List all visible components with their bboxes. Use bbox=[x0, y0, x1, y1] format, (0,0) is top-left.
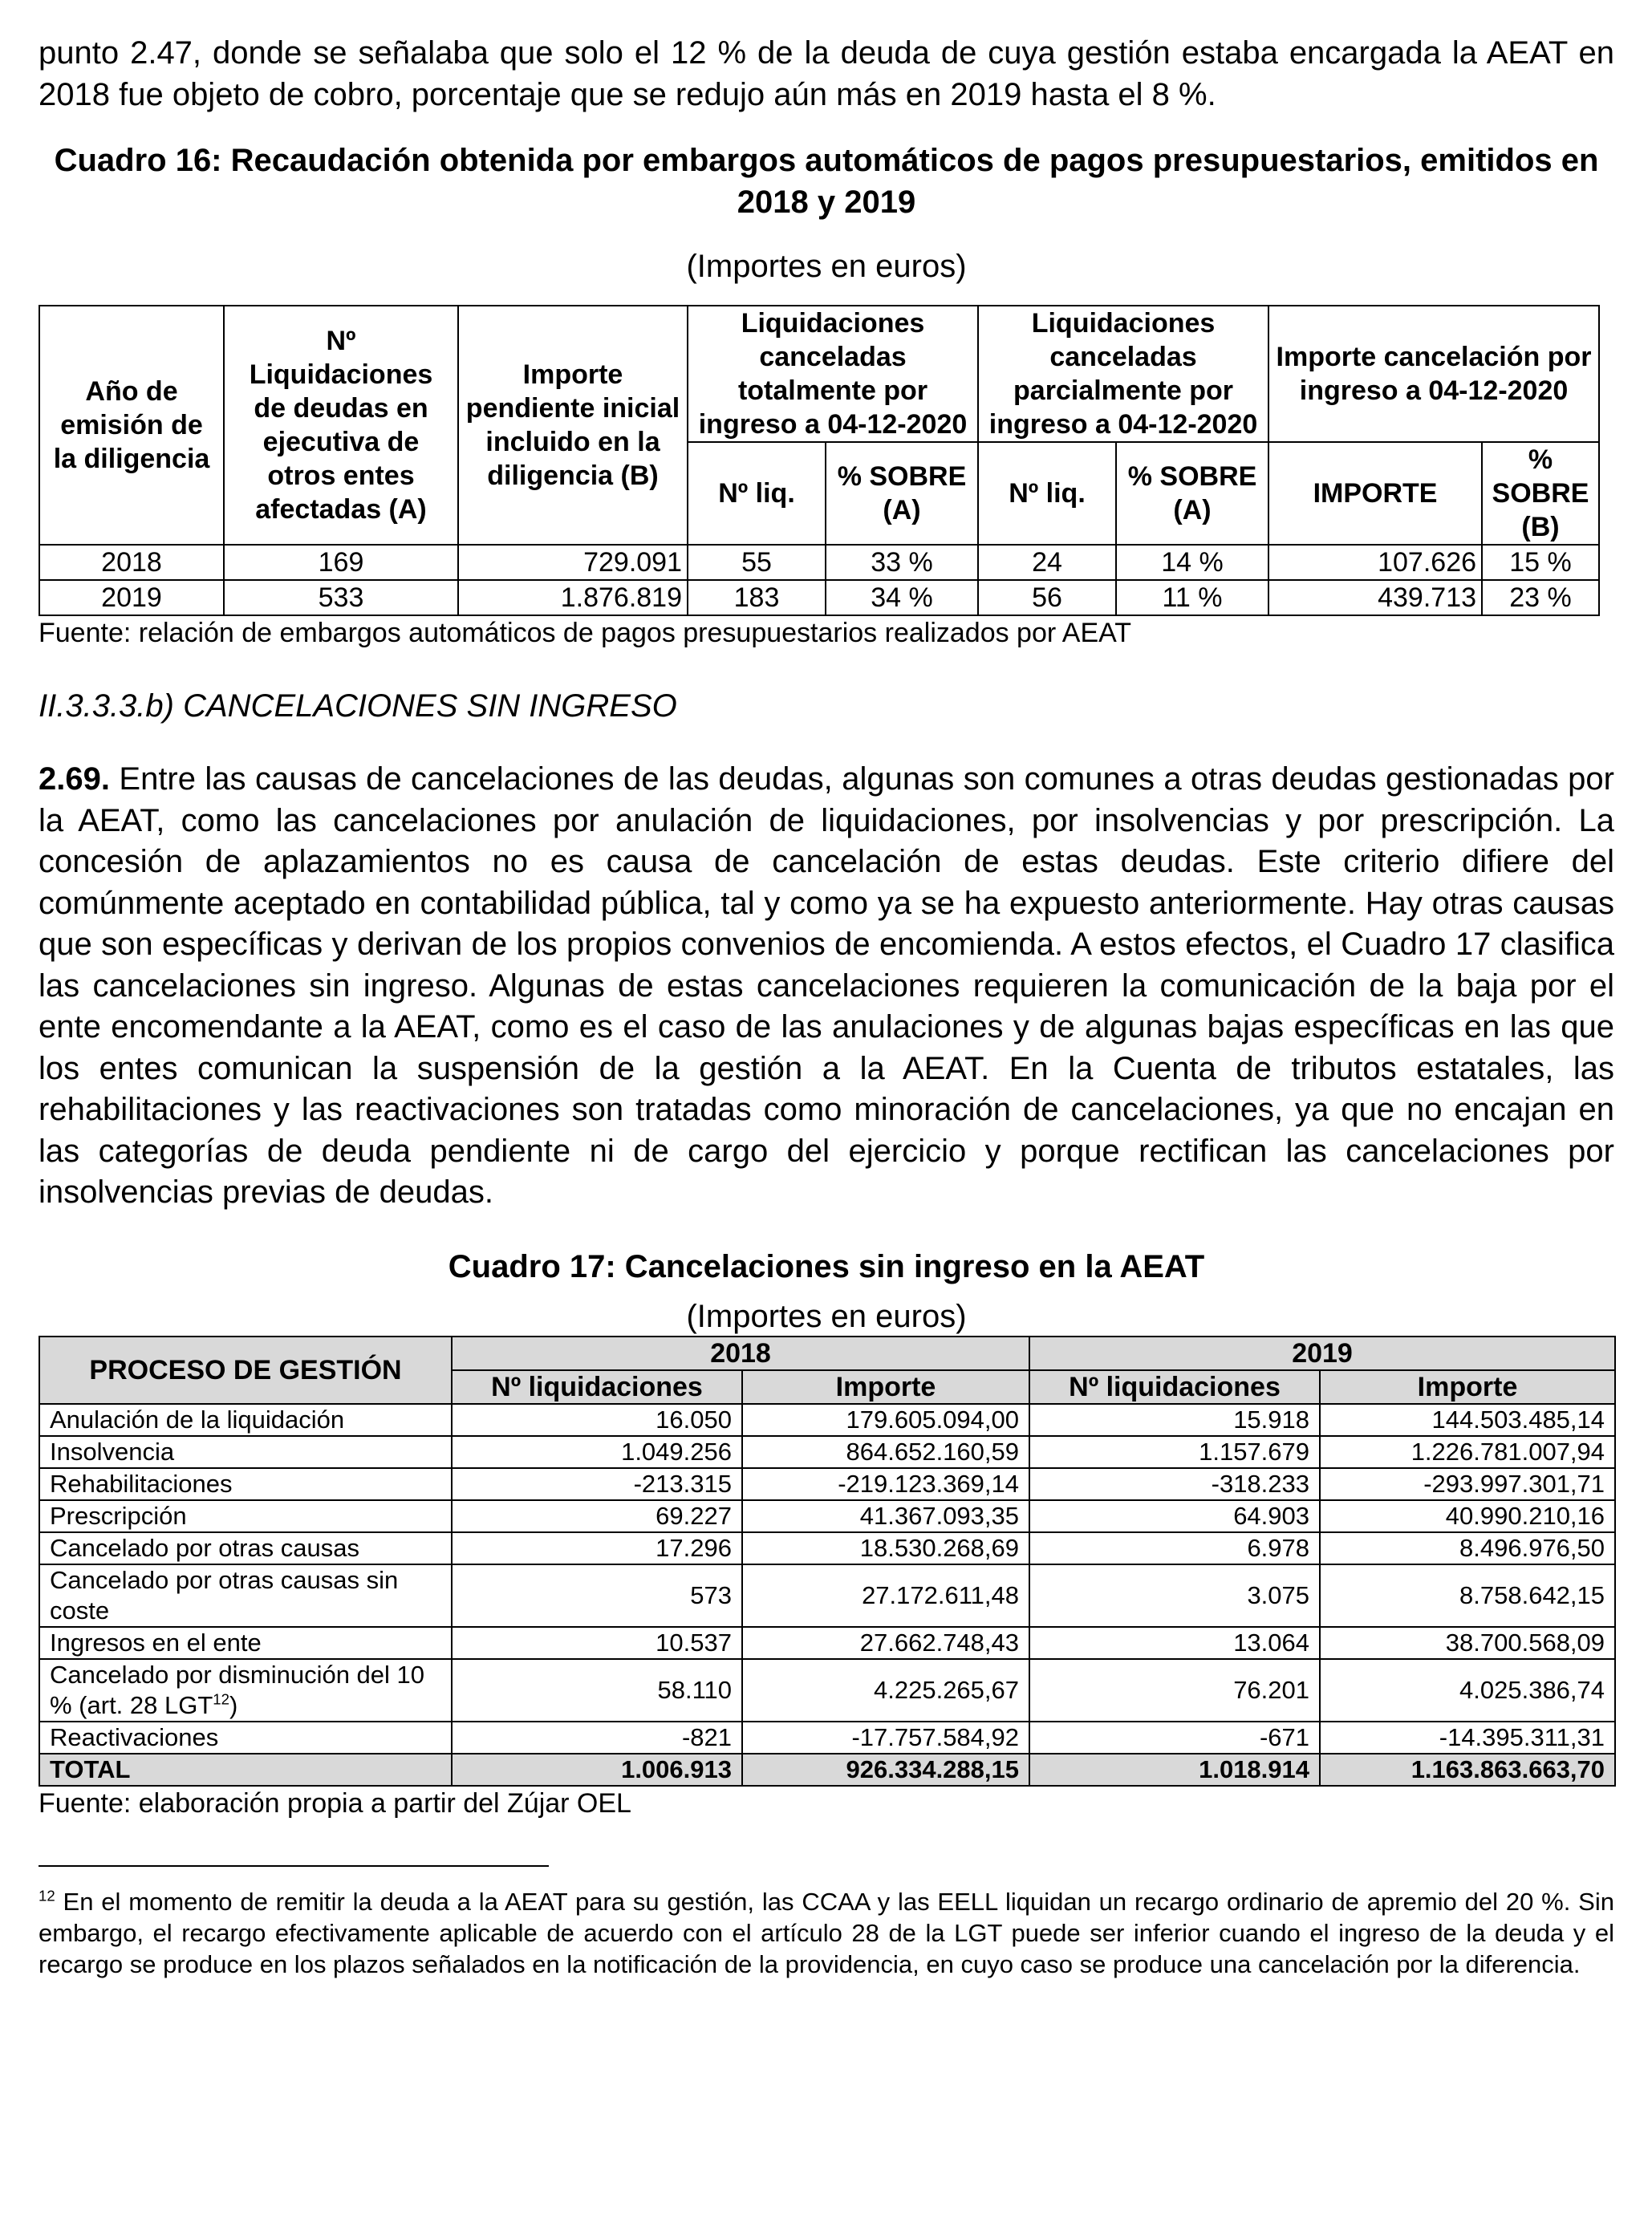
cell-i2019: 8.758.642,15 bbox=[1320, 1564, 1615, 1627]
header-year-2019: 2019 bbox=[1029, 1337, 1615, 1370]
cell-n2018: 16.050 bbox=[452, 1404, 742, 1436]
section-heading: II.3.3.3.b) CANCELACIONES SIN INGRESO bbox=[39, 688, 677, 724]
cell-n2018: 10.537 bbox=[452, 1627, 742, 1659]
header-proceso-gestion: PROCESO DE GESTIÓN bbox=[39, 1337, 452, 1404]
table-row bbox=[39, 580, 1599, 615]
cell-partial-pct: 11 % bbox=[1116, 580, 1268, 615]
cell-i2018: -219.123.369,14 bbox=[742, 1468, 1029, 1500]
document-page bbox=[39, 32, 1614, 1980]
cell-i2019: 1.163.863.663,70 bbox=[1320, 1754, 1615, 1786]
cell-i2019: -293.997.301,71 bbox=[1320, 1468, 1615, 1500]
cell-label: Cancelado por otras causas bbox=[39, 1532, 452, 1564]
table16-units: (Importes en euros) bbox=[686, 249, 967, 284]
subheader-pct-b: % SOBRE (B) bbox=[1482, 442, 1599, 545]
total-row bbox=[39, 1754, 1615, 1786]
footnote-divider bbox=[39, 1865, 549, 1867]
cell-i2018: 41.367.093,35 bbox=[742, 1500, 1029, 1532]
subheader-nliq: Nº liq. bbox=[978, 442, 1116, 545]
cell-i2018: -17.757.584,92 bbox=[742, 1722, 1029, 1754]
cell-i2018: 27.172.611,48 bbox=[742, 1564, 1029, 1627]
subheader-pct-a: % SOBRE (A) bbox=[1116, 442, 1268, 545]
header-year-2018: 2018 bbox=[452, 1337, 1029, 1370]
cell-label: Prescripción bbox=[39, 1500, 452, 1532]
cell-cancel-pct: 15 % bbox=[1482, 545, 1599, 580]
header-canceladas-parcialmente: Liquidaciones canceladas parcialmente por ingreso a 04-12-2020 bbox=[978, 306, 1268, 442]
subheader-importe: IMPORTE bbox=[1268, 442, 1482, 545]
footnote-number: 12 bbox=[39, 1887, 55, 1905]
cell-n2018: 1.006.913 bbox=[452, 1754, 742, 1786]
subheader-importe: Importe bbox=[742, 1370, 1029, 1404]
subheader-nliquidaciones: Nº liquidaciones bbox=[452, 1370, 742, 1404]
cell-i2018: 27.662.748,43 bbox=[742, 1627, 1029, 1659]
cell-n2019: -671 bbox=[1029, 1722, 1320, 1754]
table-row bbox=[39, 545, 1599, 580]
cell-n2019: 64.903 bbox=[1029, 1500, 1320, 1532]
cell-i2019: 4.025.386,74 bbox=[1320, 1659, 1615, 1722]
paragraph-2-69 bbox=[39, 759, 1614, 1214]
cell-importe: 1.876.819 bbox=[458, 580, 688, 615]
cell-i2019: -14.395.311,31 bbox=[1320, 1722, 1615, 1754]
cell-label: TOTAL bbox=[39, 1754, 452, 1786]
cell-i2019: 38.700.568,09 bbox=[1320, 1627, 1615, 1659]
cell-n2019: -318.233 bbox=[1029, 1468, 1320, 1500]
table17-source: Fuente: elaboración propia a partir del Zújar OEL bbox=[39, 1787, 631, 1819]
cell-cancel-pct: 23 % bbox=[1482, 580, 1599, 615]
cell-n2019: 3.075 bbox=[1029, 1564, 1320, 1627]
header-num-liquidaciones: Nº Liquidaciones de deudas en ejecutiva de otros entes afectadas (A) bbox=[224, 306, 458, 545]
cell-year: 2019 bbox=[39, 580, 224, 615]
cell-label: Anulación de la liquidación bbox=[39, 1404, 452, 1436]
cell-label-text: Cancelado por disminución del 10 % (art. 28 LGT bbox=[50, 1660, 425, 1719]
cell-label: Reactivaciones bbox=[39, 1722, 452, 1754]
cell-cancel-importe: 107.626 bbox=[1268, 545, 1482, 580]
cell-label: Insolvencia bbox=[39, 1436, 452, 1468]
cell-n2019: 13.064 bbox=[1029, 1627, 1320, 1659]
footnote-text: En el momento de remitir la deuda a la AEAT para su gestión, las CCAA y las EELL liquidan un recargo ordinario de apremio del 20 %. Sin embargo, el recargo efectivamente aplicable de acuerdo con el artículo 28 de la LGT puede ser inferior cuando el ingreso de la deuda y el recargo se produce en los plazos señalados en la notificación de la providencia, en cuyo caso se produce una cancelación por la diferencia. bbox=[39, 1887, 1614, 1978]
table-row bbox=[39, 1436, 1615, 1468]
table-row bbox=[39, 1659, 1615, 1722]
cell-total-n: 183 bbox=[688, 580, 826, 615]
cell-n2018: 17.296 bbox=[452, 1532, 742, 1564]
cell-i2019: 144.503.485,14 bbox=[1320, 1404, 1615, 1436]
cell-year: 2018 bbox=[39, 545, 224, 580]
subheader-nliquidaciones: Nº liquidaciones bbox=[1029, 1370, 1320, 1404]
table-row bbox=[39, 1404, 1615, 1436]
cell-partial-n: 56 bbox=[978, 580, 1116, 615]
cell-num-liq: 169 bbox=[224, 545, 458, 580]
cell-total-n: 55 bbox=[688, 545, 826, 580]
table16-source: Fuente: relación de embargos automáticos de pagos presupuestarios realizados por AEAT bbox=[39, 618, 1132, 648]
subheader-nliq: Nº liq. bbox=[688, 442, 826, 545]
cell-num-liq: 533 bbox=[224, 580, 458, 615]
cell-i2018: 4.225.265,67 bbox=[742, 1659, 1029, 1722]
subheader-importe: Importe bbox=[1320, 1370, 1615, 1404]
cell-n2018: 573 bbox=[452, 1564, 742, 1627]
cell-n2018: 1.049.256 bbox=[452, 1436, 742, 1468]
cell-importe: 729.091 bbox=[458, 545, 688, 580]
cell-i2018: 18.530.268,69 bbox=[742, 1532, 1029, 1564]
cell-i2019: 40.990.210,16 bbox=[1320, 1500, 1615, 1532]
cell-label: Rehabilitaciones bbox=[39, 1468, 452, 1500]
table-row bbox=[39, 1627, 1615, 1659]
table16-caption: Cuadro 16: Recaudación obtenida por embargos automáticos de pagos presupuestarios, emitidos en 2018 y 2019 bbox=[54, 143, 1599, 220]
cell-cancel-importe: 439.713 bbox=[1268, 580, 1482, 615]
table17-caption: Cuadro 17: Cancelaciones sin ingreso en la AEAT bbox=[448, 1248, 1205, 1284]
cell-label bbox=[39, 1659, 452, 1722]
cell-n2018: 58.110 bbox=[452, 1659, 742, 1722]
intro-paragraph: punto 2.47, donde se señalaba que solo el 12 % de la deuda de cuya gestión estaba encargada la AEAT en 2018 fue objeto de cobro, porcentaje que se redujo aún más en 2019 hasta el 8 %. bbox=[39, 35, 1614, 112]
cell-n2018: -213.315 bbox=[452, 1468, 742, 1500]
header-canceladas-totalmente: Liquidaciones canceladas totalmente por ingreso a 04-12-2020 bbox=[688, 306, 978, 442]
footnote-ref: 12 bbox=[213, 1690, 229, 1708]
cell-partial-pct: 14 % bbox=[1116, 545, 1268, 580]
header-importe-cancelacion: Importe cancelación por ingreso a 04-12-2020 bbox=[1268, 306, 1599, 442]
cell-partial-n: 24 bbox=[978, 545, 1116, 580]
cell-n2019: 76.201 bbox=[1029, 1659, 1320, 1722]
header-importe-pendiente: Importe pendiente inicial incluido en la diligencia (B) bbox=[458, 306, 688, 545]
table17-units: (Importes en euros) bbox=[686, 1298, 967, 1334]
cell-n2019: 1.018.914 bbox=[1029, 1754, 1320, 1786]
table-row bbox=[39, 1564, 1615, 1627]
cell-i2018: 926.334.288,15 bbox=[742, 1754, 1029, 1786]
paragraph-text: Entre las causas de cancelaciones de las deudas, algunas son comunes a otras deudas gestionadas por la AEAT, como las cancelaciones por anulación de liquidaciones, por insolvencias y por prescripción. La concesión de aplazamientos no es causa de cancelación de estas deudas. Este criterio difiere del comúnmente aceptado en contabilidad pública, tal y como ya se ha expuesto anteriormente. Hay otras causas que son específicas y derivan de los propios convenios de encomienda. A estos efectos, el Cuadro 17 clasifica las cancelaciones sin ingreso. Algunas de estas cancelaciones requieren la comunicación de la baja por el ente encomendante a la AEAT, como es el caso de las anulaciones y de algunas bajas específicas en las que los entes comunican la suspensión de la gestión a la AEAT. En la Cuenta de tributos estatales, las rehabilitaciones y las reactivaciones son tratadas como minoración de cancelaciones, ya que no encajan en las categorías de deuda pendiente ni de cargo del ejercicio y porque rectifican las cancelaciones por insolvencias previas de deudas. bbox=[39, 761, 1614, 1210]
table16 bbox=[39, 305, 1600, 616]
cell-total-pct: 34 % bbox=[826, 580, 978, 615]
cell-label: Ingresos en el ente bbox=[39, 1627, 452, 1659]
cell-n2018: 69.227 bbox=[452, 1500, 742, 1532]
cell-n2019: 1.157.679 bbox=[1029, 1436, 1320, 1468]
paragraph-number: 2.69. bbox=[39, 761, 110, 797]
cell-i2019: 1.226.781.007,94 bbox=[1320, 1436, 1615, 1468]
table17 bbox=[39, 1336, 1616, 1787]
cell-label-end: ) bbox=[229, 1690, 238, 1719]
cell-n2019: 15.918 bbox=[1029, 1404, 1320, 1436]
header-year: Año de emisión de la diligencia bbox=[39, 306, 224, 545]
table-row bbox=[39, 1532, 1615, 1564]
cell-n2019: 6.978 bbox=[1029, 1532, 1320, 1564]
cell-i2019: 8.496.976,50 bbox=[1320, 1532, 1615, 1564]
cell-n2018: -821 bbox=[452, 1722, 742, 1754]
table-row bbox=[39, 1468, 1615, 1500]
cell-label: Cancelado por otras causas sin coste bbox=[39, 1564, 452, 1627]
table-row bbox=[39, 1500, 1615, 1532]
cell-i2018: 179.605.094,00 bbox=[742, 1404, 1029, 1436]
footnote bbox=[39, 1886, 1614, 1980]
cell-total-pct: 33 % bbox=[826, 545, 978, 580]
table-row bbox=[39, 1722, 1615, 1754]
cell-i2018: 864.652.160,59 bbox=[742, 1436, 1029, 1468]
subheader-pct-a: % SOBRE (A) bbox=[826, 442, 978, 545]
